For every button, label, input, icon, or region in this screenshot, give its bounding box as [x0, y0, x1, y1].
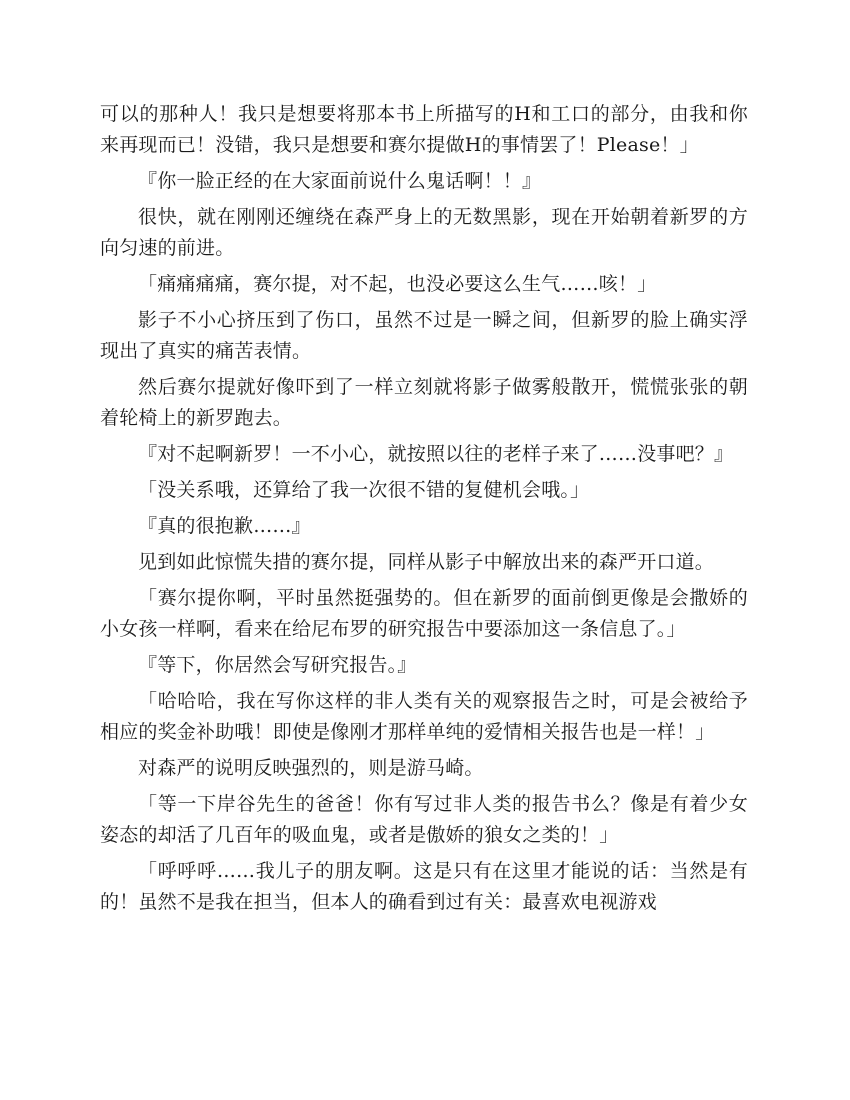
paragraph: 『你一脸正经的在大家面前说什么鬼话啊！！』 [138, 170, 542, 192]
paragraph: 『对不起啊新罗！一不小心，就按照以往的老样子来了……没事吧？』 [138, 443, 734, 465]
paragraph: 「等一下岸谷先生的爸爸！你有写过非人类的报告书么？像是有着少女姿态的却活了几百年的吸血鬼，或者是傲娇的狼女之类的！」 [100, 793, 748, 846]
paragraph: 『真的很抱歉……』 [138, 515, 311, 537]
paragraph: 可以的那种人！我只是想要将那本书上所描写的H和工口的部分，由我和你来再现而已！没错，我只是想要和赛尔提做H的事情罢了！Please！」 [100, 103, 748, 156]
paragraph: 「赛尔提你啊，平时虽然挺强势的。但在新罗的面前倒更像是会撒娇的小女孩一样啊，看来在给尼布罗的研究报告中要添加这一条信息了。」 [100, 587, 748, 640]
paragraph: 然后赛尔提就好像吓到了一样立刻就将影子做雾般散开，慌慌张张的朝着轮椅上的新罗跑去。 [100, 376, 748, 429]
paragraph: 影子不小心挤压到了伤口，虽然不过是一瞬之间，但新罗的脸上确实浮现出了真实的痛苦表情。 [100, 309, 748, 362]
paragraph: 「痛痛痛痛，赛尔提，对不起，也没必要这么生气……咳！」 [138, 273, 657, 295]
paragraph: 「没关系哦，还算给了我一次很不错的复健机会哦。」 [138, 479, 590, 501]
paragraph: 「哈哈哈，我在写你这样的非人类有关的观察报告之时，可是会被给予相应的奖金补助哦！即使是像刚才那样单纯的爱情相关报告也是一样！」 [100, 690, 748, 743]
paragraph: 很快，就在刚刚还缠绕在森严身上的无数黑影，现在开始朝着新罗的方向匀速的前进。 [100, 206, 748, 259]
paragraph: 对森严的说明反映强烈的，则是游马崎。 [138, 757, 484, 779]
paragraph: 见到如此惊慌失措的赛尔提，同样从影子中解放出来的森严开口道。 [138, 551, 715, 573]
document-page [100, 99, 748, 923]
paragraph: 『等下，你居然会写研究报告。』 [138, 654, 417, 676]
paragraph: 「呼呼呼……我儿子的朋友啊。这是只有在这里才能说的话：当然是有的！虽然不是我在担当，但本人的确看到过有关：最喜欢电视游戏 [100, 860, 748, 913]
